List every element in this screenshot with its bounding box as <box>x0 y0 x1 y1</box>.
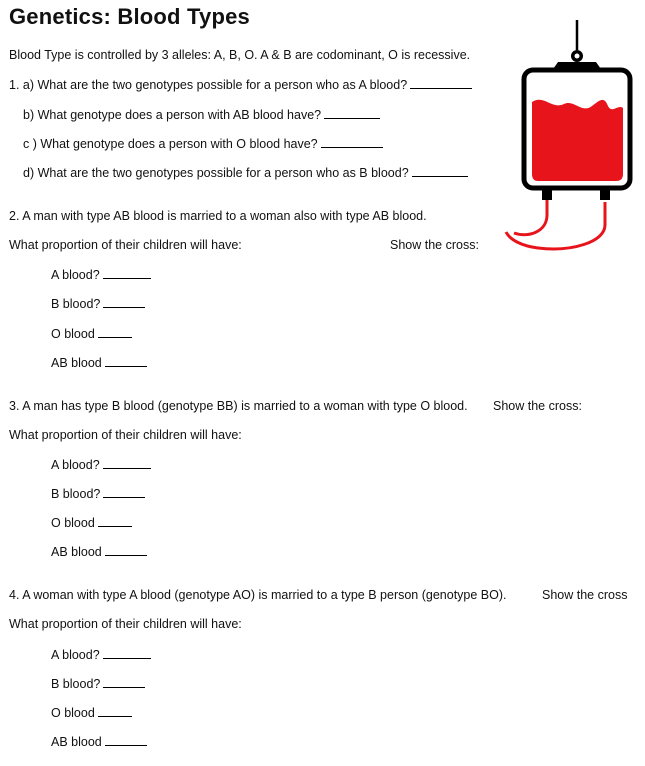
q4-ab-blank[interactable] <box>105 734 147 746</box>
q3-a-label: A blood? <box>51 458 100 472</box>
q2-prompt: What proportion of their children will have: <box>9 238 242 252</box>
q4-b-label: B blood? <box>51 677 101 691</box>
q2-a-blank[interactable] <box>103 267 151 279</box>
q3-b-row <box>51 486 145 501</box>
q2-o-label: O blood <box>51 327 95 341</box>
q4-prompt: What proportion of their children will have: <box>9 617 242 631</box>
q4-o-label: O blood <box>51 706 95 720</box>
page-title: Genetics: Blood Types <box>9 4 250 29</box>
q2-a-row <box>51 267 151 282</box>
blood-bag-icon <box>500 20 640 255</box>
q1a-row <box>9 77 472 92</box>
q2-b-row <box>51 296 145 311</box>
q4-ab-label: AB blood <box>51 735 102 749</box>
q2-o-blank[interactable] <box>98 326 132 338</box>
q4-b-blank[interactable] <box>103 676 145 688</box>
q4-text: 4. A woman with type A blood (genotype AO) is married to a type B person (genotype BO). <box>9 588 507 602</box>
q2-text: 2. A man with type AB blood is married to a woman also with type AB blood. <box>9 209 427 223</box>
q1d-row <box>23 165 468 180</box>
intro-text: Blood Type is controlled by 3 alleles: A, B, O. A & B are codominant, O is recessive. <box>9 48 471 62</box>
q4-o-blank[interactable] <box>98 705 132 717</box>
q3-a-row <box>51 457 151 472</box>
q2-ab-label: AB blood <box>51 356 102 370</box>
q1a-answer-blank[interactable] <box>410 77 472 89</box>
q3-b-blank[interactable] <box>103 486 145 498</box>
q1a-text: 1. a) What are the two genotypes possible for a person who as A blood? <box>9 78 408 92</box>
q2-show-cross: Show the cross: <box>390 238 479 252</box>
q3-b-label: B blood? <box>51 487 101 501</box>
q3-o-row <box>51 515 132 530</box>
q4-a-row <box>51 647 151 662</box>
q3-ab-label: AB blood <box>51 545 102 559</box>
q1d-text: d) What are the two genotypes possible for a person who as B blood? <box>23 166 409 180</box>
q3-ab-blank[interactable] <box>105 544 147 556</box>
q4-b-row <box>51 676 145 691</box>
q1c-answer-blank[interactable] <box>321 136 383 148</box>
q1b-row <box>23 107 380 122</box>
q1b-answer-blank[interactable] <box>324 107 380 119</box>
q2-a-label: A blood? <box>51 268 100 282</box>
q3-show-cross: Show the cross: <box>493 399 582 413</box>
q3-o-blank[interactable] <box>98 515 132 527</box>
q4-ab-row <box>51 734 147 749</box>
q1c-text: c ) What genotype does a person with O blood have? <box>23 137 318 151</box>
q4-a-blank[interactable] <box>103 647 151 659</box>
q4-show-cross: Show the cross <box>542 588 628 602</box>
q3-text: 3. A man has type B blood (genotype BB) is married to a woman with type O blood. <box>9 399 468 413</box>
q1c-row <box>23 136 383 151</box>
q2-o-row <box>51 326 132 341</box>
q4-o-row <box>51 705 132 720</box>
q1d-answer-blank[interactable] <box>412 165 468 177</box>
q2-b-blank[interactable] <box>103 296 145 308</box>
q2-b-label: B blood? <box>51 297 101 311</box>
q1b-text: b) What genotype does a person with AB blood have? <box>23 108 322 122</box>
q2-ab-blank[interactable] <box>105 355 147 367</box>
q3-a-blank[interactable] <box>103 457 151 469</box>
q2-ab-row <box>51 355 147 370</box>
q4-a-label: A blood? <box>51 648 100 662</box>
q3-ab-row <box>51 544 147 559</box>
q3-prompt: What proportion of their children will have: <box>9 428 242 442</box>
q3-o-label: O blood <box>51 516 95 530</box>
